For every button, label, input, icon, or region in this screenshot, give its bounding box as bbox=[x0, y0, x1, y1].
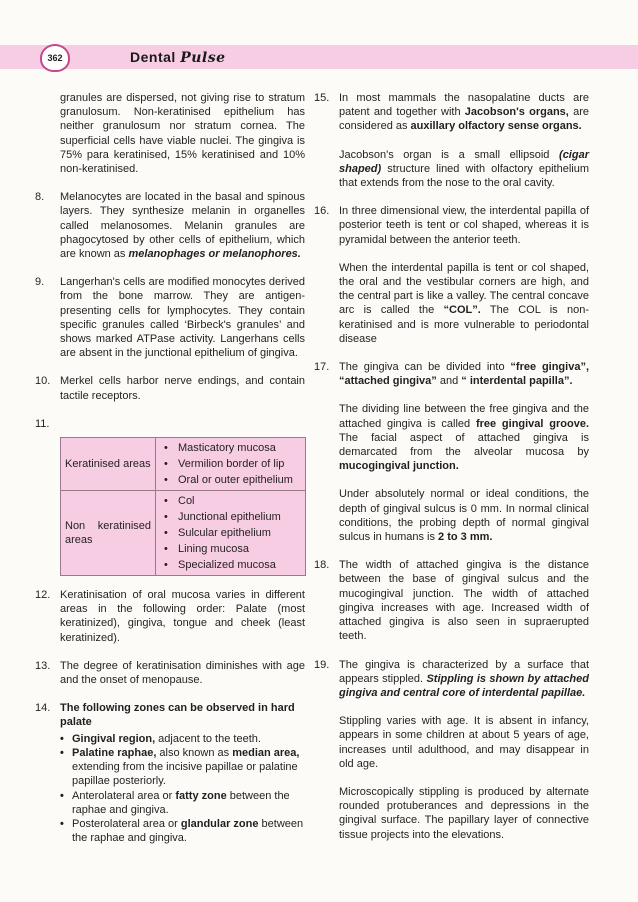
table-row bbox=[61, 438, 306, 491]
list-item: • Masticatory mucosa bbox=[164, 440, 301, 456]
page-number: 362 bbox=[47, 53, 63, 63]
list-item: • Lining mucosa bbox=[164, 541, 301, 557]
item-19: 19. The gingiva is characterized by a surface that appears stippled. Stippling is shown by attached gingiva and central core of interdental papillae. Stippling varies with age. It is absent in infancy, appears in some children at about 5 years of age, increases until adulthood, and may disappear in old age. Microscopically stippling is produced by alternate rounded protuberances and depressions in the gingival surface. The papillary layer of connective tissue projects into the elevations. bbox=[314, 658, 589, 841]
item-10: 10. Merkel cells harbor nerve endings, and contain tactile receptors. bbox=[35, 375, 305, 402]
header-band bbox=[0, 45, 638, 69]
table-list bbox=[156, 491, 306, 576]
item-16: 16. In three dimensional view, the interdental papilla of posterior teeth is tent or col shaped, whereas it is pyramidal between the anterior teeth. When the interdental papilla is tent or col shaped, the oral and the vestibular corners are high, and the central part is like a valley. The central concave arc is called the “COL”. The COL is non-keratinised and is more vulnerable to periodontal disease bbox=[314, 205, 590, 345]
item-13: 13. The degree of keratinisation diminishes with age and the onset of menopause. bbox=[35, 659, 305, 687]
list-item: • Col bbox=[164, 493, 301, 509]
item-7-continuation: granules are dispersed, not giving rise to stratum granulosum. Non-keratinised epithelium has neither granulosum nor stratum cornea. The superficial cells have viable nuclei. The gingiva is 75% para keratinised, 15% keratinised and 10% non-keratinised. bbox=[60, 92, 305, 176]
table-label: Non keratinised areas bbox=[61, 491, 156, 576]
item-11: 11. Keratinised areas • Masticatory mucosa • Vermilion border of lip • Oral or outer epithelium Non keratinised areas • Col • Junctional epithelium • Sulcular epithelium • Lining mucosa • Specialized mucosa bbox=[35, 417, 305, 576]
item-8: 8. Melanocytes are located in the basal and spinous layers. They synthesize melanin in organelles called melanosomes. Melanin granules are phagocytosed by other cells of epithelium, which are known as melanophages or melanophores. bbox=[35, 191, 305, 261]
title-script: Pulse bbox=[180, 50, 226, 66]
running-title bbox=[130, 49, 226, 66]
item-18: 18. The width of attached gingiva is the distance between the base of gingival sulcus and the mucogingival junction. The width of attached gingiva increases with age. Increased width of attached gingiva is also seen in supraerupted teeth. bbox=[314, 559, 589, 643]
item-12: 12. Keratinisation of oral mucosa varies in different areas in the following order: Palate (most keratinized), gingiva, tongue and cheek (least keratinized). bbox=[35, 589, 305, 644]
list-item: • Gingival region, adjacent to the teeth. bbox=[60, 732, 305, 746]
keratinisation-table bbox=[60, 437, 306, 576]
list-item: • Junctional epithelium bbox=[164, 509, 301, 525]
title-bold: Dental bbox=[130, 49, 176, 65]
item-14: 14. The following zones can be observed in hard palate • Gingival region, adjacent to the teeth. • Palatine raphae, also known as median area, extending from the incisive papillae or palatine papillae posteriorly. • Anterolateral area or fatty zone between the raphae and gingiva. • Posterolateral area or glandular zone between the raphae and gingiva. bbox=[35, 701, 305, 845]
item-17: 17. The gingiva can be divided into “free gingiva”, “attached gingiva” and “ interdental papilla”. The dividing line between the free gingiva and the attached gingiva is called free gingival groove. The facial aspect of attached gingiva is demarcated from the alveolar mucosa by mucogingival junction. Under absolutely normal or ideal conditions, the depth of gingival sulcus is 0 mm. In normal clinical conditions, the probing depth of normal gingival sulcus in humans is 2 to 3 mm. bbox=[314, 361, 590, 544]
list-item: • Sulcular epithelium bbox=[164, 525, 301, 541]
left-column bbox=[35, 91, 305, 859]
list-item: • Posterolateral area or glandular zone between the raphae and gingiva. bbox=[60, 817, 305, 845]
item-15: 15. In most mammals the nasopalatine ducts are patent and together with Jacobson's organs, are considered as auxillary olfactory sense organs. Jacobson's organ is a small ellipsoid (cigar shaped) structure lined with olfactory epithelium that extends from the nose to the oral cavity. bbox=[314, 92, 589, 190]
list-item: • Specialized mucosa bbox=[164, 557, 301, 573]
list-item: • Anterolateral area or fatty zone between the raphae and gingiva. bbox=[60, 789, 305, 817]
table-list bbox=[156, 438, 306, 491]
item-9: 9. Langerhan's cells are modified monocytes derived from the bone marrow. They are antigen-presenting cells for lymphocytes. They contain specific granules called ‘Birbeck's granules’ and shows marked ATPase activity. Langerhans cells are absent in the junctional epithelium of gingiva. bbox=[35, 276, 305, 360]
table-label: Keratinised areas bbox=[61, 438, 156, 491]
list-item: • Palatine raphae, also known as median area, extending from the incisive papillae or palatine papillae posteriorly. bbox=[60, 746, 305, 789]
list-item: • Oral or outer epithelium bbox=[164, 472, 301, 488]
table-row bbox=[61, 491, 306, 576]
right-column bbox=[314, 91, 589, 856]
hard-palate-zones bbox=[60, 732, 305, 846]
tooth-page-badge bbox=[40, 44, 70, 72]
list-item: • Vermilion border of lip bbox=[164, 456, 301, 472]
